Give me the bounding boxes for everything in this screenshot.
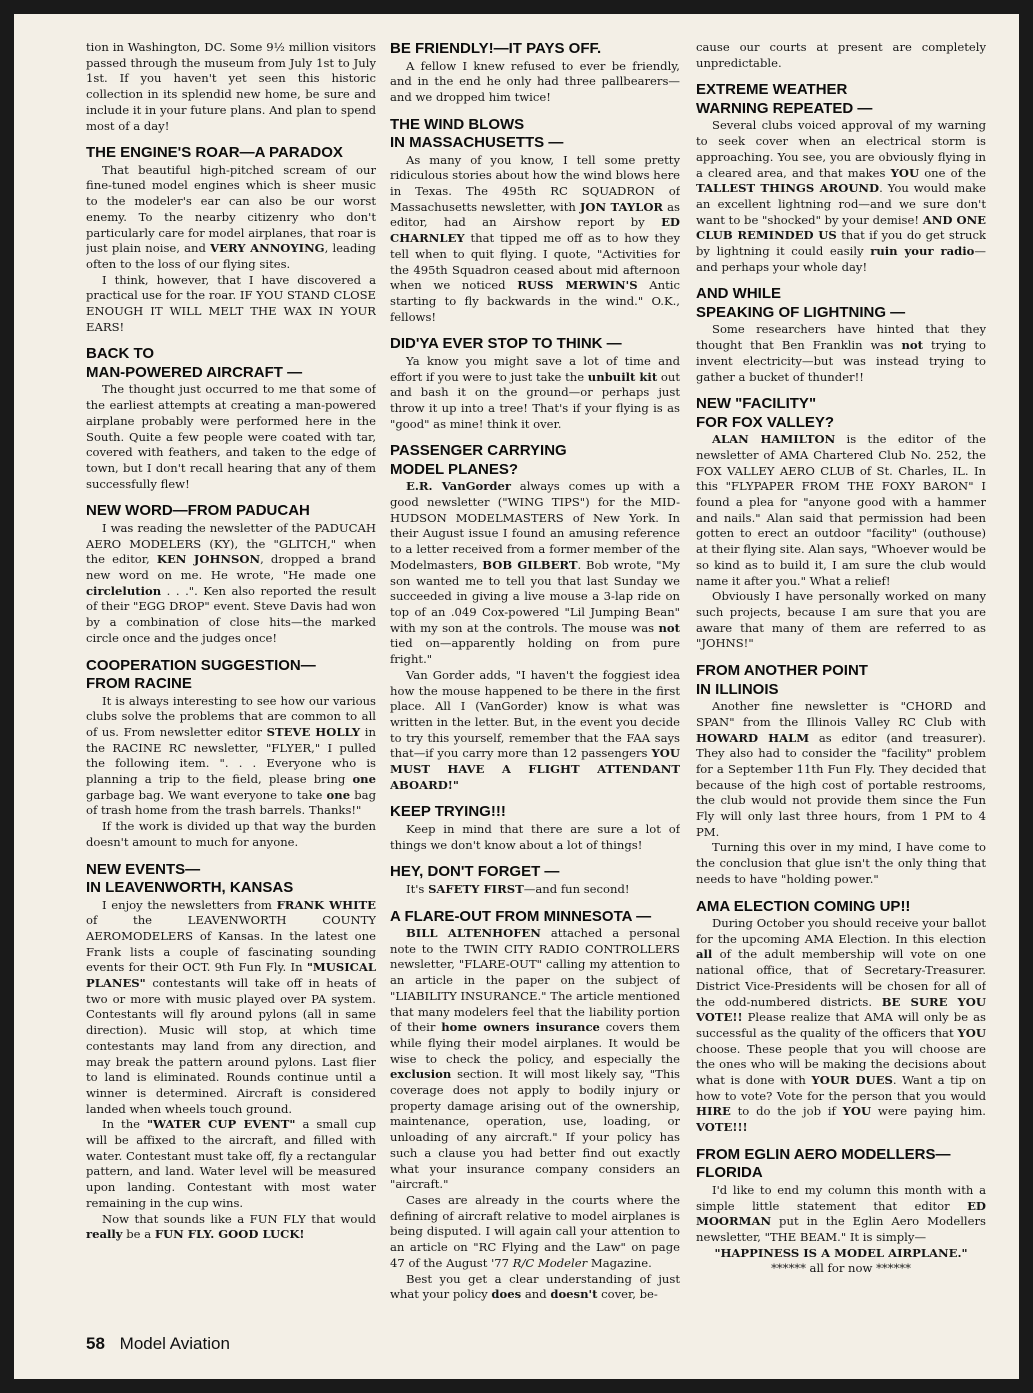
page-footer <box>86 1334 230 1354</box>
paragraph: That beautiful high-pitched scream of our fine-tuned model engines which is sheer music to the modeler's ear can also be our worst enemy. To the nearby citizenry who don't particularly care for model airplanes, that roar is just plain noise, and VERY ANNOYING, leading often to the loss of our flying sites. <box>86 162 376 271</box>
paragraph: Obviously I have personally worked on many such projects, because I am sure that you are aware that many of them are referred to as "JOHNS!" <box>696 589 986 651</box>
paragraph: Several clubs voiced approval of my warning to seek cover when an electrical storm is approaching. You see, you are obviously flying in a cleared area, and that makes YOU one of the TALLEST THINGS AROUND. You would make an excellent lightning rod—and we sure don't want to be "shocked" by your demise! AND ONE CLUB REMINDED US that if you do get struck by lightning it could easily ruin your radio—and perhaps your whole day! <box>696 118 986 274</box>
paragraph: tion in Washington, DC. Some 9½ million visitors passed through the museum from July 1st to July 1st. If you haven't yet seen this historic collection in its splendid new home, be sure and include it in your future plans. And plan to spend most of a day! <box>86 40 376 133</box>
section-heading: COOPERATION SUGGESTION— FROM RACINE <box>86 656 316 692</box>
paragraph: Ya know you might save a lot of time and effort if you were to just take the unbuilt kit out and bash it on the ground—or perhaps just throw it up into a tree! That's if your flying is as "good" as mine! think it over. <box>390 353 680 431</box>
paragraph: Now that sounds like a FUN FLY that would really be a FUN FLY. GOOD LUCK! <box>86 1211 376 1242</box>
paragraph: The thought just occurred to me that some of the earliest attempts at creating a man-powered airplane probably were performed here in the South. Quite a few people were coated with tar, covered with feathers, and taken to the edge of town, but I don't recall hearing that any of them successfully flew! <box>86 382 376 491</box>
paragraph: Best you get a clear understanding of just what your policy does and doesn't cover, be- <box>390 1271 680 1302</box>
paragraph: During October you should receive your ballot for the upcoming AMA Election. In this election all of the adult membership will vote on one national office, that of Secretary-Treasurer. District Vice-Presidents will be chosen for all of the odd-numbered districts. BE SURE YOU VOTE!! Please realize that AMA will only be as successful as the quality of the officers that YOU choose. These people that you will choose are the ones who will be making the decisions about what is done with YOUR DUES. Want a tip on how to vote? Vote for the person that you would HIRE to do the job if YOU were paying him. VOTE!!! <box>696 916 986 1135</box>
section-heading: BACK TO MAN-POWERED AIRCRAFT — <box>86 345 303 381</box>
section-heading: A FLARE-OUT FROM MINNESOTA — <box>390 907 652 925</box>
section-heading: BE FRIENDLY!—IT PAYS OFF. <box>390 40 602 57</box>
section-heading: NEW "FACILITY" FOR FOX VALLEY? <box>696 395 835 431</box>
paragraph: Keep in mind that there are sure a lot of things we don't know about a lot of things! <box>390 821 680 852</box>
paragraph: I was reading the newsletter of the PADUCAH AERO MODELERS (KY), the "GLITCH," when the editor, KEN JOHNSON, dropped a brand new word on me. He wrote, "He made one circlelution . . .". Ken also reported the result of their "EGG DROP" event. Steve Davis had won by a combination of close hits—the marked circle once and the judges once! <box>86 520 376 645</box>
paragraph: BILL ALTENHOFEN attached a personal note to the TWIN CITY RADIO CONTROLLERS newsletter, "FLARE-OUT" calling my attention to an article in the paper on the subject of "LIABILITY INSURANCE." The article mentioned that many modelers feel that the liability portion of their home owners insurance covers them while flying their model airplanes. It would be wise to check the policy, and especially the exclusion section. It will most likely say, "This coverage does not apply to bodily injury or property damage arising out of the ownership, maintenance, operation, use, loading, or unloading of any aircraft." If your policy has such a clause you had better find out exactly what your insurance company considers an "aircraft." <box>390 926 680 1192</box>
paragraph: If the work is divided up that way the burden doesn't amount to much for anyone. <box>86 819 376 849</box>
paragraph: Van Gorder adds, "I haven't the foggiest idea how the mouse happened to be there in the first place. All I (VanGorder) know is what was written in the letter. But, in the event you decide to try this yourself, remember that the FAA says that—if you carry more than 12 passengers YOU MUST HAVE A FLIGHT ATTENDANT ABOARD!" <box>390 667 680 792</box>
paragraph: It is always interesting to see how our various clubs solve the problems that are common to all of us. From newsletter editor STEVE HOLLY in the RACINE RC newsletter, "FLYER," I pulled the following item. ". . . Everyone who is planning a trip to the field, please bring one garbage bag. We want everyone to take one bag of trash home from the trash barrels. Thanks!" <box>86 693 376 818</box>
paragraph: ALAN HAMILTON is the editor of the newsletter of AMA Chartered Club No. 252, the FOX VALLEY AERO CLUB of St. Charles, IL. In this "FLYPAPER FROM THE FOXY BARON" I found a plea for "anyone good with a hammer and nails." Alan said that permission had been gotten to erect an outdoor "facility" (outhouse) at their flying site. Alan says, "Whoever would be so kind as to build it, I am sure the club would name it after you." What a relief! <box>696 432 986 588</box>
section-heading: KEEP TRYING!!! <box>390 803 506 821</box>
page-number: 58 <box>86 1334 105 1353</box>
section-heading: HEY, DON'T FORGET — <box>390 863 560 881</box>
section-heading: PASSENGER CARRYING MODEL PLANES? <box>390 442 567 478</box>
column-2 <box>390 40 680 1340</box>
paragraph: ****** all for now ****** <box>771 1261 911 1276</box>
magazine-page <box>14 14 1019 1379</box>
paragraph: "HAPPINESS IS A MODEL AIRPLANE." <box>714 1245 968 1260</box>
paragraph: cause our courts at present are completely unpredictable. <box>696 40 986 70</box>
paragraph: E.R. VanGorder always comes up with a good newsletter ("WING TIPS") for the MID-HUDSON MODELMASTERS of New York. In their August issue I found an amusing reference to a letter received from a former member of the Modelmasters, BOB GILBERT. Bob wrote, "My son wanted me to tell you that last Sunday we succeeded in giving a live mouse a 3-lap ride on top of an .049 Cox-powered "Lil Jumping Bean" with my son at the controls. The mouse was not tied on—apparently holding on from pure fright." <box>390 479 680 667</box>
section-heading: FROM ANOTHER POINT IN ILLINOIS <box>696 662 868 698</box>
paragraph: I'd like to end my column this month with a simple little statement that editor ED MOORMAN put in the Eglin Aero Modellers newsletter, "THE BEAM." It is simply— <box>696 1182 986 1244</box>
paragraph: Some researchers have hinted that they thought that Ben Franklin was not trying to invent electricity—but was instead trying to gather a bucket of thunder!! <box>696 322 986 384</box>
section-heading: DID'YA EVER STOP TO THINK — <box>390 335 622 353</box>
section-heading: FROM EGLIN AERO MODELLERS— FLORIDA <box>696 1145 951 1182</box>
paragraph: In the "WATER CUP EVENT" a small cup will be affixed to the aircraft, and filled with water. Contestant must take off, fly a rectangular pattern, and land. Water level will be measured upon landing. Contestant with most water remaining in the cup wins. <box>86 1117 376 1210</box>
article-columns <box>86 40 1001 1340</box>
section-heading: NEW EVENTS— IN LEAVENWORTH, KANSAS <box>86 860 294 897</box>
paragraph: Cases are already in the courts where the defining of aircraft relative to model airplanes is being disputed. I will again call your attention to an article on "RC Flying and the Law" on page 47 of the August '77 R/C Modeler Magazine. <box>390 1192 680 1270</box>
paragraph: It's SAFETY FIRST—and fun second! <box>406 881 630 896</box>
column-1 <box>86 40 376 1340</box>
section-heading: THE WIND BLOWS IN MASSACHUSETTS — <box>390 115 564 152</box>
section-heading: EXTREME WEATHER WARNING REPEATED — <box>696 81 873 117</box>
paragraph: I think, however, that I have discovered a practical use for the roar. IF YOU STAND CLOSE ENOUGH IT WILL MELT THE WAX IN YOUR EARS! <box>86 272 376 334</box>
paragraph: Turning this over in my mind, I have come to the conclusion that glue isn't the only thing that needs to have "holding power." <box>696 840 986 886</box>
section-heading: THE ENGINE'S ROAR—A PARADOX <box>86 144 343 162</box>
column-3 <box>696 40 986 1340</box>
paragraph: A fellow I knew refused to ever be friendly, and in the end he only had three pallbearers—and we dropped him twice! <box>390 58 680 104</box>
section-heading: AND WHILE SPEAKING OF LIGHTNING — <box>696 285 906 321</box>
section-heading: NEW WORD—FROM PADUCAH <box>86 502 310 520</box>
paragraph: As many of you know, I tell some pretty ridiculous stories about how the wind blows here in Texas. The 495th RC SQUADRON of Massachusetts newsletter, with JON TAYLOR as editor, had an Airshow report by ED CHARNLEY that tipped me off as to how they tell when to quit flying. I quote, "Activities for the 495th Squadron ceased about mid afternoon when we noticed RUSS MERWIN'S Antic starting to fly backwards in the wind." O.K., fellows! <box>390 152 680 324</box>
paragraph: Another fine newsletter is "CHORD and SPAN" from the Illinois Valley RC Club with HOWARD HALM as editor (and treasurer). They also had to consider the "facility" problem for a September 11th Fun Fly. They decided that because of the high cost of portable restrooms, the club would not provide them since the Fun Fly will only last three hours, from 1 PM to 4 PM. <box>696 699 986 839</box>
section-heading: AMA ELECTION COMING UP!! <box>696 897 911 915</box>
paragraph: I enjoy the newsletters from FRANK WHITE of the LEAVENWORTH COUNTY AEROMODELERS of Kansas. In the latest one Frank lists a couple of fascinating sounding events for their OCT. 9th Fun Fly. In "MUSICAL PLANES" contestants will take off in heats of two or more with music played over PA system. Contestants will fly around pylons (all in same direction). Music will stop, at which time contestants may land from any direction, and may break the pattern around pylons. Last flier to land is eliminated. Rounds continue until a winner is determined. Aircraft is considered landed when wheels touch ground. <box>86 897 376 1116</box>
magazine-name: Model Aviation <box>119 1334 230 1353</box>
